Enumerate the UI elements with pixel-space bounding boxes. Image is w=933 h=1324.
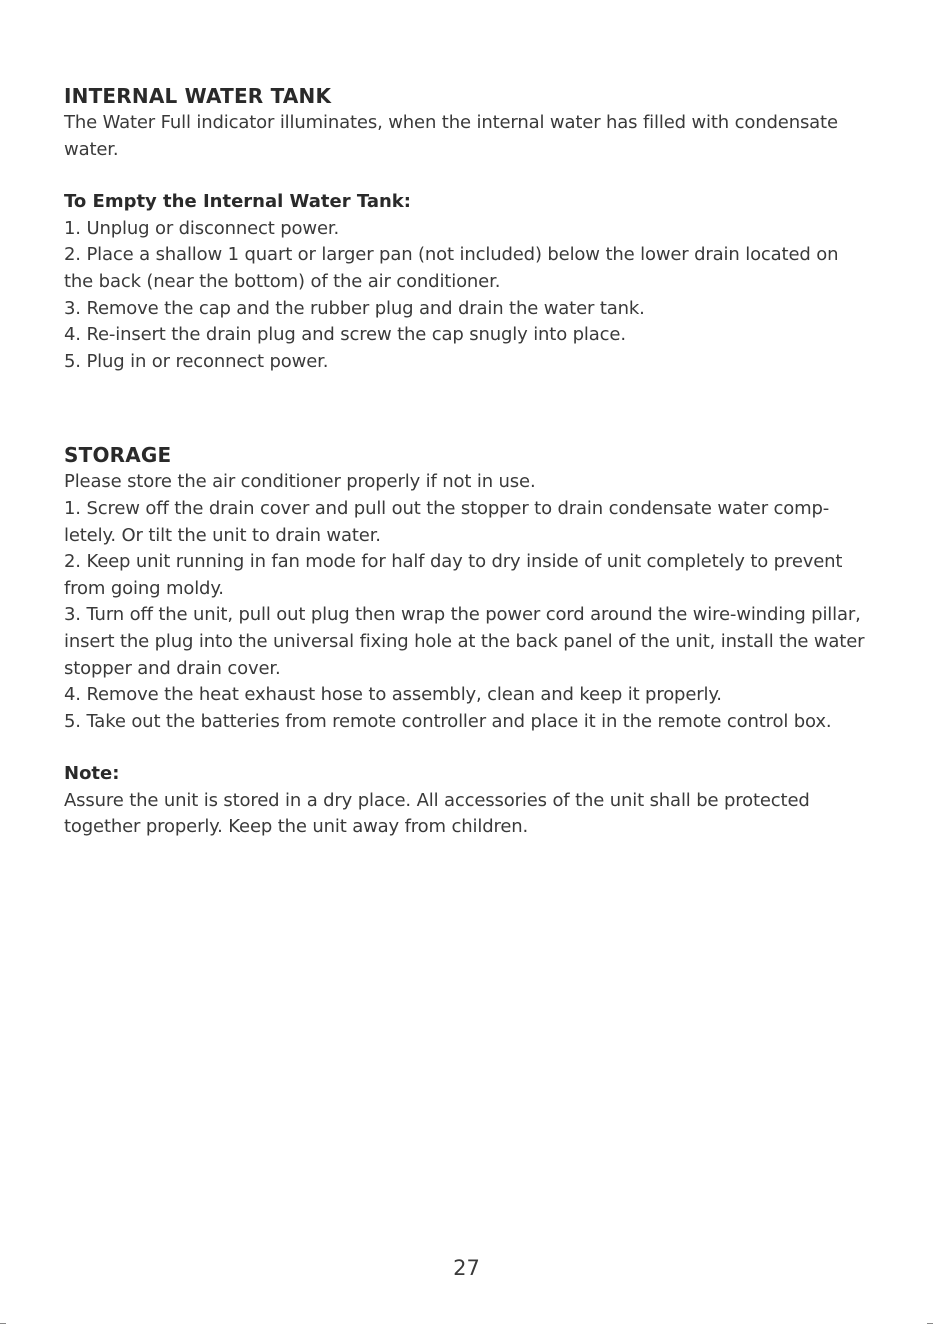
empty-tank-step: 5. Plug in or reconnect power. <box>64 350 329 372</box>
note-label: Note: <box>64 763 120 785</box>
empty-tank-steps <box>64 216 869 376</box>
internal-water-tank-title: INTERNAL WATER TANK <box>64 84 332 108</box>
storage-step: 1. Screw off the drain cover and pull out the stopper to drain condensate water comp-letely. Or tilt the unit to drain water. <box>64 497 830 546</box>
empty-tank-step: 4. Re-insert the drain plug and screw the cap snugly into place. <box>64 324 626 346</box>
storage-step: 3. Turn off the unit, pull out plug then wrap the power cord around the wire-winding pillar, insert the plug into the universal fixing hole at the back panel of the unit, install the water stopper and drain cover. <box>64 604 865 679</box>
empty-tank-step: 1. Unplug or disconnect power. <box>64 217 340 239</box>
storage-step: 4. Remove the heat exhaust hose to assembly, clean and keep it properly. <box>64 684 722 706</box>
storage-steps <box>64 496 869 735</box>
page-number: 27 <box>453 1256 480 1280</box>
storage-step: 5. Take out the batteries from remote controller and place it in the remote control box. <box>64 710 832 732</box>
storage-step: 2. Keep unit running in fan mode for half day to dry inside of unit completely to prevent from going moldy. <box>64 551 843 599</box>
internal-water-tank-intro: The Water Full indicator illuminates, when the internal water has filled with condensate water. <box>64 112 838 160</box>
empty-tank-subheading: To Empty the Internal Water Tank: <box>64 191 411 213</box>
internal-water-tank-section <box>64 82 869 375</box>
note-section <box>64 761 869 841</box>
note-text: Assure the unit is stored in a dry place. All accessories of the unit shall be protected together properly. Keep the unit away from children. <box>64 789 810 838</box>
storage-intro: Please store the air conditioner properly if not in use. <box>64 471 536 493</box>
empty-tank-step: 2. Place a shallow 1 quart or larger pan (not included) below the lower drain located on the back (near the bottom) of the air conditioner. <box>64 244 839 292</box>
storage-section <box>64 441 869 735</box>
manual-page-content <box>64 82 869 841</box>
storage-title: STORAGE <box>64 443 172 468</box>
empty-tank-step: 3. Remove the cap and the rubber plug and drain the water tank. <box>64 297 645 319</box>
